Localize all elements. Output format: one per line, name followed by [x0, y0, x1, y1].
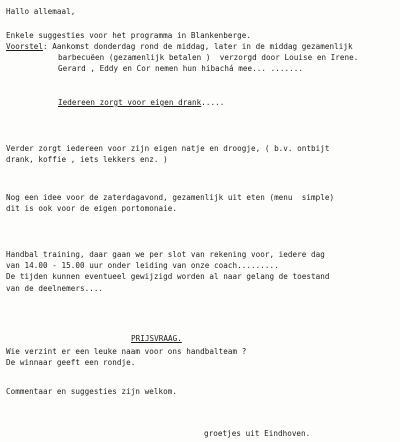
signature: groetjes uit Eindhoven. [204, 429, 311, 438]
drinks-underlined: Iedereen zorgt voor eigen drank [58, 98, 202, 107]
intro-line: Enkele suggesties voor het programma in Blankenberge. [6, 31, 251, 40]
proposal-label: Voorstel [6, 42, 43, 51]
quiz-line-2: De winnaar geeft een rondje. [6, 358, 136, 367]
drinks-line [58, 98, 224, 107]
quiz-line-1: Wie verzint er een leuke naam voor ons handbalteam ? [6, 347, 247, 356]
para4-line-3: De tijden kunnen eventueel gewijzigd worden al naar gelang de toestand [6, 272, 330, 281]
para3-line-2: dit is ook voor de eigen portomonaie. [6, 204, 178, 213]
para4-line-2: van 14.00 - 15.00 uur onder leiding van onze coach......... [6, 261, 279, 270]
drinks-dots: ..... [201, 98, 225, 107]
para4-line-1: Handbal training, daar gaan we per slot van rekening voor, iedere dag [6, 250, 325, 259]
para4-line-4: van de deelnemers.... [6, 284, 104, 293]
proposal-line-1-text: : Aankomst donderdag rond de middag, later in de middag gezamenlijk [42, 42, 353, 51]
para2-line-2: drank, koffie , iets lekkers enz. ) [6, 155, 168, 164]
proposal-line-1 [6, 42, 353, 51]
proposal-line-3: Gerard , Eddy en Cor nemen hun hibachá mee... ....... [58, 64, 303, 73]
closing-line: Commentaar en suggesties zijn welkom. [6, 387, 178, 396]
proposal-line-2: barbecuëen (gezamenlijk betalen ) verzorgd door Louise en Irene. [58, 53, 359, 62]
greeting: Hallo allemaal, [6, 7, 76, 16]
para2-line-1: Verder zorgt iedereen voor zijn eigen natje en droogje, ( b.v. ontbijt [6, 144, 330, 153]
para3-line-1: Nog een idee voor de zaterdagavond, gezamenlijk uit eten (menu simple) [6, 193, 335, 202]
quiz-title: PRIJSVRAAG. [131, 334, 182, 343]
